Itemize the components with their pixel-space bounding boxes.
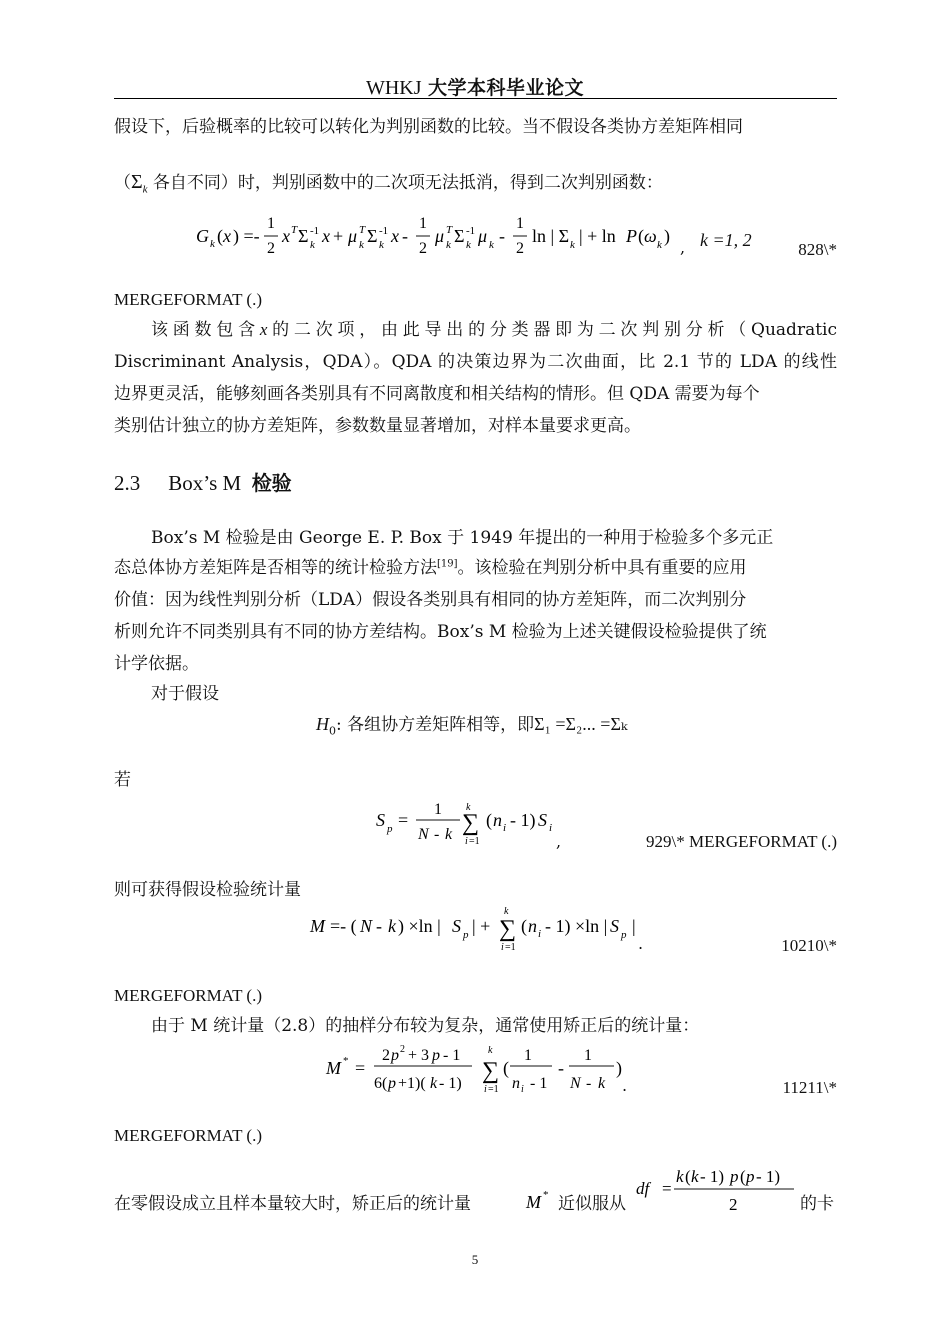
svg-text:∑: ∑ (482, 1058, 500, 1084)
paragraph-line: 近似服从 (558, 1194, 626, 1214)
svg-text:=: = (398, 810, 409, 830)
svg-text:): ) (664, 226, 670, 246)
citation-ref: [19] (437, 558, 458, 570)
paragraph-line: 边界更灵活，能够刻画各类别具有不同离散度和相关结构的情形。但 QDA 需要为每个 (114, 384, 760, 404)
svg-text:G: G (196, 226, 209, 246)
svg-text:μ: μ (478, 226, 488, 246)
svg-text:-: - (402, 226, 408, 246)
svg-text:k: k (430, 1075, 438, 1092)
svg-text:(: ( (217, 226, 223, 246)
svg-text:-1: -1 (310, 225, 320, 237)
mergeformat-text: MERGEFORMAT (.) (114, 1126, 262, 1145)
svg-text:N: N (418, 826, 429, 843)
svg-text:(: ( (740, 1167, 746, 1186)
svg-text:k: k (210, 238, 215, 250)
svg-text:+1)(: +1)( (398, 1075, 426, 1092)
svg-text:=: = (662, 1179, 672, 1198)
mergeformat-text: MERGEFORMAT (.) (114, 986, 262, 1005)
svg-text:M: M (526, 1192, 541, 1212)
svg-text:=: = (355, 1058, 366, 1078)
mergeformat-text: MERGEFORMAT (.) (114, 290, 262, 309)
svg-text:+ 3: + 3 (408, 1047, 430, 1064)
svg-text:p: p (432, 1047, 440, 1064)
svg-text:-: - (434, 826, 440, 843)
svg-text:k: k (570, 239, 575, 251)
svg-text:x: x (322, 226, 330, 246)
equation-number: 929\* MERGEFORMAT (.) (646, 832, 837, 851)
svg-text:(: ( (638, 226, 644, 246)
svg-text:i: i (538, 928, 542, 940)
svg-text:ln | Σ: ln | Σ (532, 226, 570, 246)
svg-text:k: k (379, 239, 384, 251)
svg-text:n: n (493, 810, 502, 830)
svg-text:- 1): - 1) (700, 1167, 725, 1186)
section-title-en: Box’s M (168, 471, 242, 495)
svg-text:2: 2 (516, 240, 524, 257)
hypothesis-intro: 对于假设 (151, 684, 219, 704)
equation-comma: , (556, 832, 562, 851)
svg-text:i: i (501, 942, 504, 953)
svg-text:| + ln: | + ln (579, 226, 616, 246)
svg-text:2: 2 (400, 1044, 405, 1055)
svg-text:2: 2 (267, 240, 275, 257)
svg-text:S: S (610, 916, 619, 936)
svg-text:(: ( (685, 1167, 691, 1186)
equation-number: 10210\* (781, 936, 837, 955)
svg-text:M: M (310, 916, 325, 936)
svg-text:-: - (586, 1075, 592, 1092)
equation-number: 828\* (798, 240, 837, 259)
svg-text:n: n (512, 1075, 520, 1092)
svg-text:(: ( (503, 1058, 509, 1078)
svg-text:P: P (626, 226, 637, 246)
svg-text:M: M (326, 1058, 341, 1078)
svg-text:k: k (676, 1167, 684, 1186)
paragraph-line: 假设下，后验概率的比较可以转化为判别函数的比较。当不假设各类协方差矩阵相同 (114, 117, 743, 137)
paragraph-line: 价值：因为线性判别分析（LDA）假设各类别具有相同的协方差矩阵，而二次判别分 (114, 590, 747, 610)
equation-quadratic-discriminant (190, 206, 750, 262)
svg-text:2: 2 (729, 1195, 738, 1214)
hypothesis-h0: $H_0$: 各组协方差矩阵相等，即Σ₁ =Σ₂... =Σₖ (316, 714, 628, 738)
svg-text:i: i (549, 822, 553, 834)
svg-text:n: n (528, 916, 537, 936)
svg-text:*: * (543, 1189, 549, 1201)
svg-text:1: 1 (267, 215, 275, 232)
section-title-cn: 检验 (251, 471, 292, 495)
svg-text:(: ( (486, 810, 492, 830)
svg-text:- 1: - 1 (530, 1075, 548, 1092)
svg-text:2: 2 (382, 1047, 390, 1064)
svg-text:=- (: =- ( (330, 916, 357, 936)
svg-text:+: + (333, 226, 344, 246)
svg-text:Σ: Σ (454, 226, 465, 246)
svg-text:p: p (387, 823, 393, 835)
paragraph-line: 由于 M 统计量（2.8）的抽样分布较为复杂，通常使用矫正后的统计量： (151, 1016, 700, 1036)
svg-text:*: * (343, 1055, 349, 1067)
svg-text:T: T (291, 224, 298, 236)
paragraph-line: Discriminant Analysis，QDA）。QDA 的决策边界为二次曲面，比 2.1 节的 LDA 的线性 (114, 352, 837, 372)
svg-text:i: i (503, 822, 507, 834)
svg-text:=1: =1 (488, 1084, 499, 1095)
svg-text:k: k (466, 239, 471, 251)
paragraph-line: 类别估计独立的协方差矩阵，参数数量显著增加，对样本量要求更高。 (114, 416, 641, 436)
svg-text:S: S (452, 916, 461, 936)
svg-text:k: k (691, 1167, 699, 1186)
paragraph-line: 计学依据。 (114, 654, 199, 674)
svg-text:k: k (466, 802, 471, 813)
inline-math-df (632, 1160, 802, 1220)
svg-text:∑: ∑ (499, 916, 517, 942)
svg-text:) ×ln |: ) ×ln | (398, 916, 441, 936)
svg-text:): ) (616, 1058, 622, 1078)
svg-text:-1: -1 (466, 225, 476, 237)
svg-text:Σ: Σ (298, 226, 309, 246)
svg-text:1: 1 (434, 801, 442, 818)
svg-text:1: 1 (524, 1047, 532, 1064)
svg-text:x: x (282, 226, 290, 246)
svg-text:k: k (445, 826, 453, 843)
svg-text:-1: -1 (379, 225, 389, 237)
text-ruo: 若 (114, 770, 131, 790)
svg-text:k: k (388, 916, 396, 936)
svg-text:k: k (446, 239, 451, 251)
svg-text:- 1): - 1) (756, 1167, 781, 1186)
paragraph-line: 则可获得假设检验统计量 (114, 880, 301, 900)
equation-comma: , (680, 238, 686, 257)
svg-text:) =-: ) =- (233, 226, 260, 246)
svg-text:p: p (463, 929, 469, 941)
svg-text:(: ( (521, 916, 527, 936)
svg-text:-: - (558, 1058, 564, 1078)
svg-text:k: k (504, 906, 509, 917)
svg-text:i: i (484, 1084, 487, 1095)
svg-text:T: T (359, 224, 366, 236)
svg-text:df: df (636, 1179, 650, 1198)
svg-text:T: T (446, 224, 453, 236)
svg-text:S: S (376, 810, 385, 830)
svg-text:Σ: Σ (367, 226, 378, 246)
svg-text:x: x (223, 226, 231, 246)
svg-text:k: k (489, 239, 494, 251)
svg-text:-: - (376, 916, 382, 936)
svg-text:∑: ∑ (462, 810, 480, 836)
svg-text:p: p (391, 1047, 399, 1064)
paragraph-line: 析则允许不同类别具有不同的协方差结构。Box’s M 检验为上述关键假设检验提供了统 (114, 622, 767, 642)
svg-text:p: p (730, 1167, 739, 1186)
svg-text:μ: μ (348, 226, 358, 246)
svg-text:|: | (632, 916, 636, 936)
paragraph-line: （$\Sigma_k$ 各自不同）时，判别函数中的二次项无法抵消，得到二次判别函数： (114, 171, 663, 196)
svg-text:k: k (310, 239, 315, 251)
svg-text:k: k (488, 1045, 493, 1056)
svg-text:- 1): - 1) (439, 1075, 462, 1092)
equation-corrected-m (322, 1038, 632, 1100)
svg-text:k: k (359, 239, 364, 251)
svg-text:-: - (499, 226, 505, 246)
section-heading (114, 467, 292, 496)
svg-text:p: p (621, 929, 627, 941)
running-header (0, 73, 950, 100)
paragraph-line: 在零假设成立且样本量较大时，矫正后的统计量 (114, 1194, 471, 1214)
svg-text:=1: =1 (505, 942, 516, 953)
header-rule (114, 98, 837, 99)
inline-math-m-star (524, 1184, 560, 1214)
svg-text:2: 2 (419, 240, 427, 257)
svg-text:| +: | + (472, 916, 491, 936)
header-code: WHKJ (365, 77, 422, 99)
svg-text:N: N (360, 916, 373, 936)
header-title: 大学本科毕业论文 (428, 77, 585, 99)
svg-text:1: 1 (516, 215, 524, 232)
svg-text:x: x (391, 226, 399, 246)
svg-text:N: N (570, 1075, 581, 1092)
svg-text:S: S (538, 810, 547, 830)
equation-dot: . (638, 934, 644, 953)
equation-box-m-statistic (306, 898, 656, 958)
svg-text:k: k (657, 239, 662, 251)
page-number: 5 (471, 1252, 479, 1267)
svg-text:p: p (388, 1075, 396, 1092)
svg-text:k: k (598, 1075, 606, 1092)
equation-pooled-covariance (370, 794, 570, 854)
equation-range: k =1, 2 (700, 230, 752, 250)
svg-text:1: 1 (584, 1047, 592, 1064)
paragraph-line: 的卡 (800, 1194, 834, 1214)
svg-text:i: i (465, 836, 468, 847)
svg-text:6(: 6( (374, 1075, 388, 1092)
paragraph-line: 态总体协方差矩阵是否相等的统计检验方法[19]。该检验在判别分析中具有重要的应用 (114, 558, 747, 578)
svg-text:- 1: - 1 (443, 1047, 461, 1064)
equation-dot: . (622, 1076, 628, 1095)
svg-text:- 1) ×ln |: - 1) ×ln | (545, 916, 608, 936)
equation-number: 11211\* (782, 1078, 837, 1097)
paragraph-line: Box’s M 检验是由 George E. P. Box 于 1949 年提出的一种用于检验多个多元正 (151, 528, 774, 548)
svg-text:=1: =1 (469, 836, 480, 847)
svg-text:p: p (746, 1167, 755, 1186)
svg-text:1: 1 (419, 215, 427, 232)
section-number: 2.3 (114, 471, 141, 495)
svg-text:μ: μ (435, 226, 445, 246)
paragraph-line: 该函数包含x的二次项，由此导出的分类器即为二次判别分析（Quadratic (151, 320, 837, 340)
svg-text:ω: ω (644, 226, 657, 246)
svg-text:i: i (521, 1084, 524, 1095)
svg-text:- 1): - 1) (510, 810, 536, 830)
